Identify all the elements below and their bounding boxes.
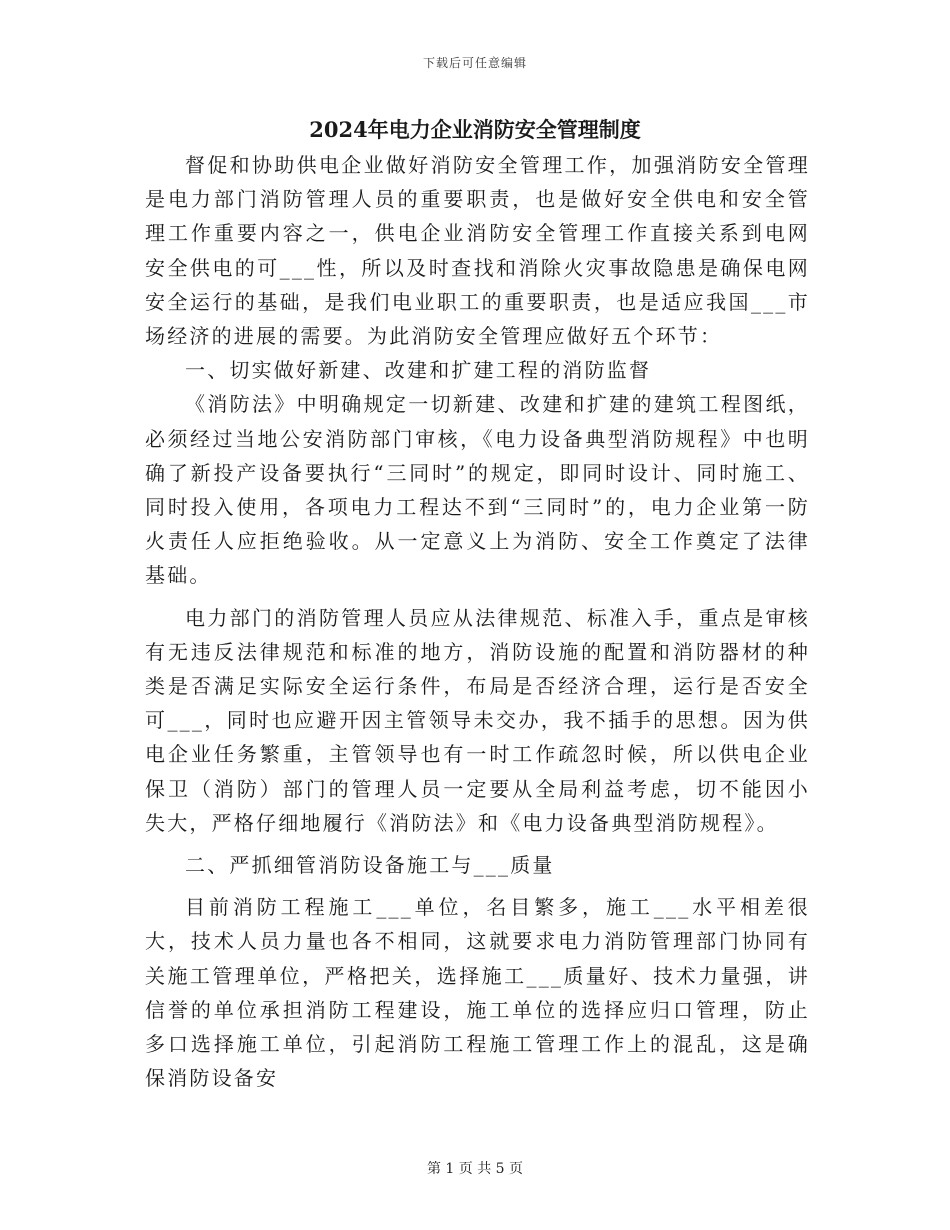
document-title: 2024年电力企业消防安全管理制度 (309, 117, 641, 142)
document-body (145, 148, 810, 1095)
section-heading-1: 一、切实做好新建、改建和扩建工程的消防监督 (185, 358, 652, 383)
paragraph-fire-law: 《消防法》中明确规定一切新建、改建和扩建的建筑工程图纸，必须经过当地公安消防部门审核，《电力设备典型消防规程》中也明确了新投产设备要执行“三同时”的规定，即同时设计、同时施工、同时投入使用，各项电力工程达不到“三同时”的，电力企业第一防火责任人应拒绝验收。从一定意义上为消防、安全工作奠定了法律基础。 (145, 392, 810, 588)
paragraph-intro: 督促和协助供电企业做好消防安全管理工作，加强消防安全管理是电力部门消防管理人员的重要职责，也是做好安全供电和安全管理工作重要内容之一，供电企业消防安全管理工作直接关系到电网安全供电的可___性，所以及时查找和消除火灾事故隐患是确保电网安全运行的基础，是我们电业职工的重要职责，也是适应我国___市场经济的进展的需要。为此消防安全管理应做好五个环节： (145, 153, 810, 349)
paragraph-management-staff: 电力部门的消防管理人员应从法律规范、标准入手，重点是审核有无违反法律规范和标准的地方，消防设施的配置和消防器材的种类是否满足实际安全运行条件，布局是否经济合理，运行是否安全可___，同时也应避开因主管领导未交办，我不插手的思想。因为供电企业任务繁重，主管领导也有一时工作疏忽时候，所以供电企业保卫（消防）部门的管理人员一定要从全局利益考虑，切不能因小失大，严格仔细地履行《消防法》和《电力设备典型消防规程》。 (145, 605, 810, 835)
paragraph-construction: 目前消防工程施工___单位，名目繁多，施工___水平相差很大，技术人员力量也各不相同，这就要求电力消防管理部门协同有关施工管理单位，严格把关，选择施工___质量好、技术力量强，讲信誉的单位承担消防工程建设，施工单位的选择应归口管理，防止多口选择施工单位，引起消防工程施工管理工作上的混乱，这是确保消防设备安 (145, 895, 810, 1091)
page-number: 第 1 页 共 5 页 (426, 1161, 524, 1177)
header-note: 下载后可任意编辑 (422, 56, 527, 70)
section-heading-2: 二、严抓细管消防设备施工与___质量 (185, 853, 555, 878)
